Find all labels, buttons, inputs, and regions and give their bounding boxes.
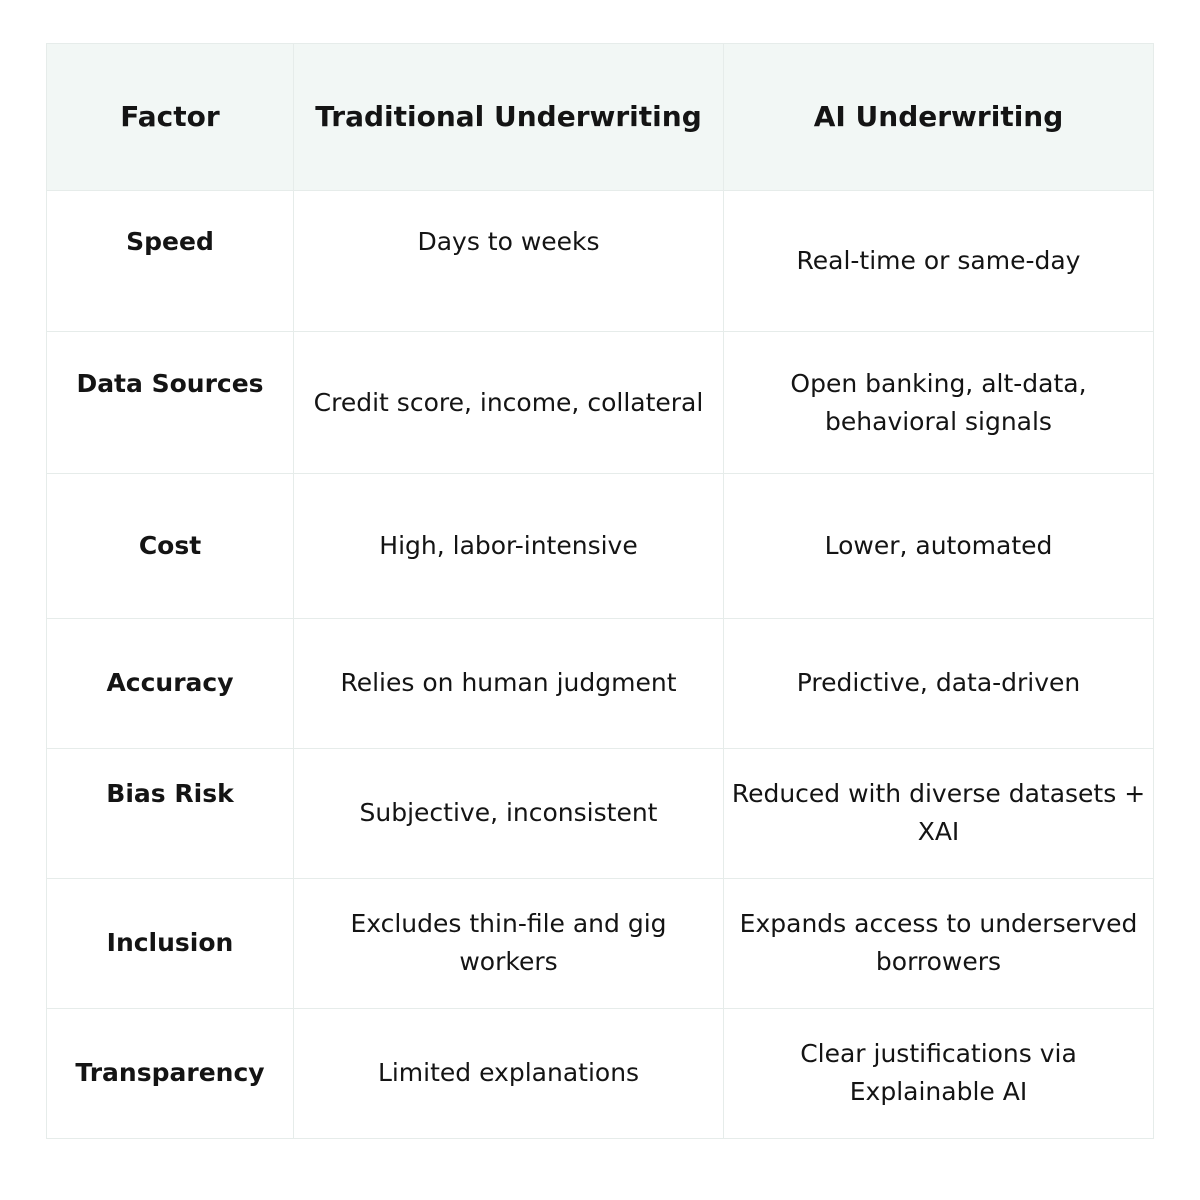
table-row bbox=[47, 474, 1153, 619]
traditional-value: Limited explanations bbox=[377, 1058, 640, 1087]
header-cell-ai bbox=[724, 44, 1153, 190]
header-cell-traditional bbox=[294, 44, 724, 190]
factor-label: Data Sources bbox=[76, 369, 264, 398]
table-row bbox=[47, 191, 1153, 332]
ai-cell bbox=[724, 879, 1153, 1008]
traditional-value: Credit score, income, collateral bbox=[313, 388, 704, 417]
comparison-table bbox=[46, 43, 1154, 1139]
traditional-cell bbox=[294, 619, 724, 748]
factor-cell bbox=[47, 1009, 294, 1138]
ai-value: Reduced with diverse datasets + XAI bbox=[731, 779, 1146, 846]
ai-value: Expands access to underserved borrowers bbox=[739, 909, 1138, 976]
table-row bbox=[47, 332, 1153, 474]
factor-label: Cost bbox=[138, 531, 202, 560]
traditional-cell bbox=[294, 191, 724, 331]
factor-cell bbox=[47, 619, 294, 748]
table-row bbox=[47, 1009, 1153, 1138]
factor-label: Accuracy bbox=[106, 668, 234, 697]
factor-label: Bias Risk bbox=[106, 779, 234, 808]
factor-cell bbox=[47, 191, 294, 331]
traditional-cell bbox=[294, 749, 724, 878]
traditional-cell bbox=[294, 474, 724, 618]
factor-cell bbox=[47, 474, 294, 618]
ai-value: Clear justifications via Explainable AI bbox=[800, 1039, 1077, 1106]
factor-cell bbox=[47, 332, 294, 473]
factor-cell bbox=[47, 879, 294, 1008]
traditional-value: Days to weeks bbox=[417, 227, 600, 256]
traditional-value: Excludes thin-file and gig workers bbox=[350, 909, 667, 976]
header-label-ai: AI Underwriting bbox=[813, 100, 1064, 133]
factor-label: Speed bbox=[126, 227, 214, 256]
factor-label: Inclusion bbox=[106, 928, 234, 957]
table-row bbox=[47, 619, 1153, 749]
traditional-cell bbox=[294, 1009, 724, 1138]
ai-cell bbox=[724, 1009, 1153, 1138]
traditional-value: Relies on human judgment bbox=[340, 668, 677, 697]
ai-cell bbox=[724, 191, 1153, 331]
ai-cell bbox=[724, 749, 1153, 878]
table-row bbox=[47, 749, 1153, 879]
header-label-factor: Factor bbox=[120, 100, 220, 133]
ai-value: Lower, automated bbox=[824, 531, 1053, 560]
traditional-value: High, labor-intensive bbox=[379, 531, 638, 560]
factor-label: Transparency bbox=[75, 1058, 265, 1087]
traditional-cell bbox=[294, 332, 724, 473]
ai-cell bbox=[724, 474, 1153, 618]
traditional-value: Subjective, inconsistent bbox=[359, 798, 658, 827]
ai-value: Predictive, data-driven bbox=[796, 668, 1081, 697]
ai-cell bbox=[724, 619, 1153, 748]
table-row bbox=[47, 879, 1153, 1009]
factor-cell bbox=[47, 749, 294, 878]
table-header-row bbox=[47, 44, 1153, 191]
header-cell-factor bbox=[47, 44, 294, 190]
ai-value: Open banking, alt-data, behavioral signals bbox=[790, 369, 1087, 436]
ai-value: Real-time or same-day bbox=[796, 246, 1081, 275]
traditional-cell bbox=[294, 879, 724, 1008]
header-label-traditional: Traditional Underwriting bbox=[315, 100, 702, 133]
ai-cell bbox=[724, 332, 1153, 473]
